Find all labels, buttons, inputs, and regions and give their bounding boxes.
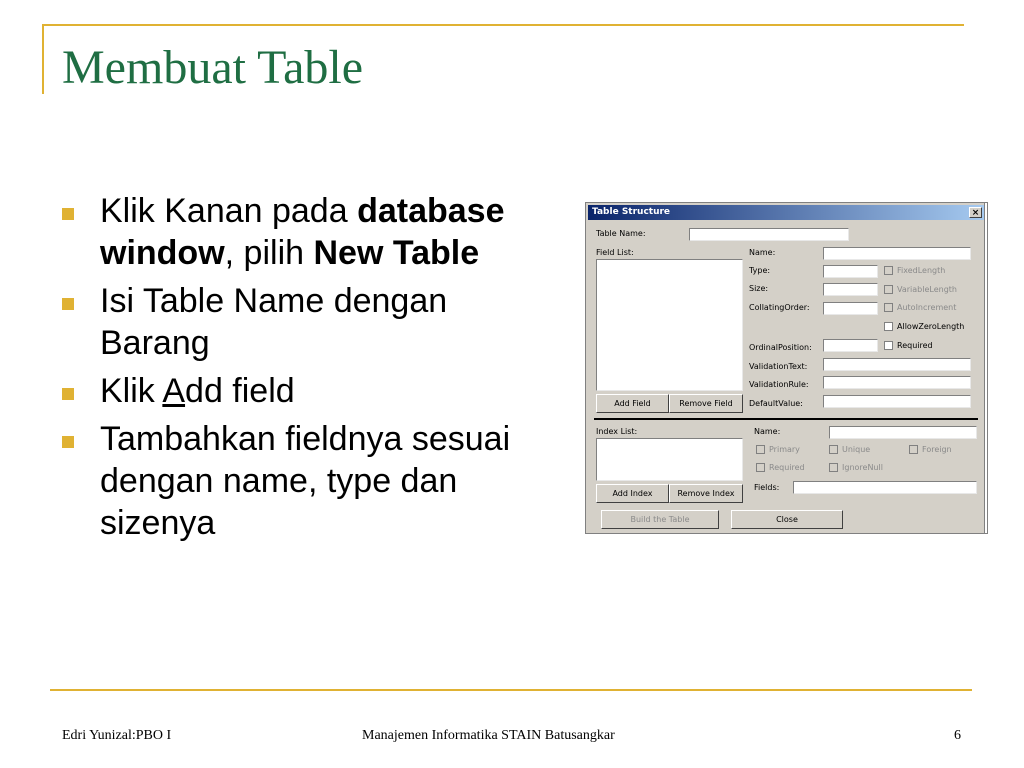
field-name-label: Name:	[749, 248, 776, 257]
validation-rule-input[interactable]	[823, 376, 971, 389]
fixed-length-checkbox[interactable]	[884, 266, 893, 275]
ordinal-position-label: OrdinalPosition:	[749, 343, 812, 352]
collating-order-input[interactable]	[823, 302, 878, 315]
fields-input[interactable]	[793, 481, 977, 494]
auto-increment-checkbox[interactable]	[884, 303, 893, 312]
dialog-title: Table Structure	[592, 207, 671, 217]
table-name-label: Table Name:	[596, 229, 646, 238]
variable-length-checkbox[interactable]	[884, 285, 893, 294]
footer-author: Edri Yunizal:PBO I	[62, 728, 172, 743]
unique-checkbox[interactable]	[829, 445, 838, 454]
ordinal-position-input[interactable]	[823, 339, 878, 352]
bullet-text: , pilih	[224, 234, 314, 272]
foreign-label: Foreign	[922, 445, 952, 454]
index-list-box[interactable]	[596, 438, 743, 481]
index-required-checkbox[interactable]	[756, 463, 765, 472]
bullet-square-icon	[62, 208, 74, 220]
page-number: 6	[954, 728, 961, 743]
bullet-item	[62, 418, 562, 544]
bullet-text: Isi Table Name dengan Barang	[100, 282, 448, 362]
field-list-box[interactable]	[596, 259, 743, 391]
default-value-input[interactable]	[823, 395, 971, 408]
table-name-input[interactable]	[689, 228, 849, 241]
validation-rule-label: ValidationRule:	[749, 380, 809, 389]
table-structure-dialog	[585, 202, 988, 534]
required-label: Required	[897, 341, 933, 350]
fields-label: Fields:	[754, 483, 780, 492]
primary-checkbox[interactable]	[756, 445, 765, 454]
auto-increment-label: AutoIncrement	[897, 303, 957, 312]
close-button[interactable]: Close	[731, 510, 843, 529]
allow-zero-length-checkbox[interactable]	[884, 322, 893, 331]
primary-label: Primary	[769, 445, 800, 454]
index-name-label: Name:	[754, 427, 781, 436]
remove-index-button[interactable]: Remove Index	[669, 484, 743, 503]
ignore-null-checkbox[interactable]	[829, 463, 838, 472]
bullet-text: Klik Kanan pada	[100, 192, 358, 230]
bullet-bold-text: New Table	[313, 234, 480, 272]
bullet-square-icon	[62, 388, 74, 400]
type-input[interactable]	[823, 265, 878, 278]
required-checkbox[interactable]	[884, 341, 893, 350]
bullet-bold-text: database window	[100, 192, 505, 272]
validation-text-label: ValidationText:	[749, 362, 808, 371]
field-list-label: Field List:	[596, 248, 634, 257]
build-table-button[interactable]: Build the Table	[601, 510, 719, 529]
bullet-text: Klik	[100, 372, 163, 410]
type-label: Type:	[749, 266, 771, 275]
add-index-button[interactable]: Add Index	[596, 484, 669, 503]
dialog-titlebar	[588, 205, 985, 220]
bullet-square-icon	[62, 298, 74, 310]
index-required-label: Required	[769, 463, 805, 472]
bottom-rule	[50, 689, 972, 691]
default-value-label: DefaultValue:	[749, 399, 803, 408]
bullet-item	[62, 280, 562, 364]
foreign-checkbox[interactable]	[909, 445, 918, 454]
add-field-button[interactable]: Add Field	[596, 394, 669, 413]
size-input[interactable]	[823, 283, 878, 296]
allow-zero-length-label: AllowZeroLength	[897, 322, 965, 331]
top-rule	[42, 24, 964, 26]
dialog-right-strip	[984, 203, 988, 534]
collating-order-label: CollatingOrder:	[749, 303, 810, 312]
slide-title: Membuat Table	[62, 41, 364, 94]
bullet-text: Tambahkan fieldnya sesuai dengan name, type dan sizenya	[100, 420, 511, 542]
fixed-length-label: FixedLength	[897, 266, 946, 275]
unique-label: Unique	[842, 445, 871, 454]
bullet-item	[62, 190, 562, 274]
ignore-null-label: IgnoreNull	[842, 463, 883, 472]
bullet-underlined-text: A	[162, 372, 186, 410]
bullet-list	[62, 190, 562, 550]
close-icon[interactable]: ×	[969, 207, 982, 218]
bullet-item	[62, 370, 562, 412]
section-divider	[594, 418, 978, 420]
bullet-square-icon	[62, 436, 74, 448]
index-list-label: Index List:	[596, 427, 638, 436]
validation-text-input[interactable]	[823, 358, 971, 371]
index-name-input[interactable]	[829, 426, 977, 439]
variable-length-label: VariableLength	[897, 285, 957, 294]
bullet-text: dd field	[185, 372, 295, 410]
left-rule	[42, 24, 44, 94]
field-name-input[interactable]	[823, 247, 971, 260]
footer-institution: Manajemen Informatika STAIN Batusangkar	[362, 728, 615, 743]
remove-field-button[interactable]: Remove Field	[669, 394, 743, 413]
size-label: Size:	[749, 284, 769, 293]
